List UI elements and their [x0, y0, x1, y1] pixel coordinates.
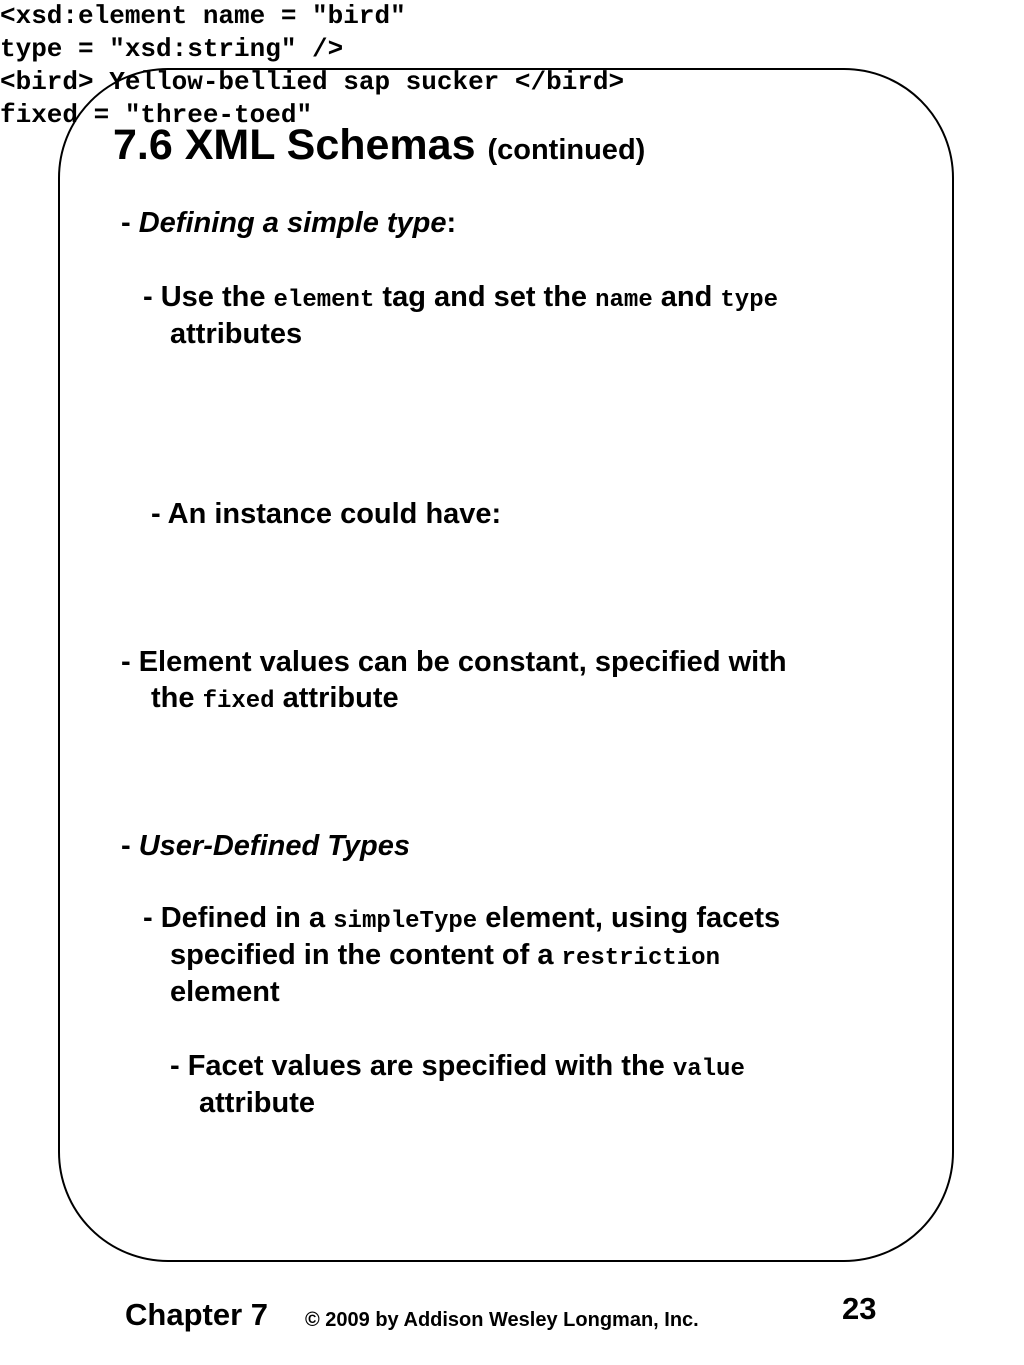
bullet-italic-text: Defining a simple type [138, 207, 447, 239]
footer-copyright: © 2009 by Addison Wesley Longman, Inc. [305, 1309, 699, 1331]
bullet-italic-text: User-Defined Types [138, 830, 410, 862]
text-run: and [652, 281, 721, 313]
code-run: value [672, 1056, 745, 1083]
slide-title-text: 7.6 XML Schemas [113, 121, 476, 169]
code-element-line1: <xsd:element name = "bird" [0, 1, 406, 31]
bullet-defined-in-simpletype-line3: element [170, 976, 280, 1008]
bullet-instance: - An instance could have: [151, 498, 502, 530]
text-run: - Defined in a [143, 902, 334, 934]
text-run: element, using facets [477, 902, 781, 934]
bullet-user-defined-types [121, 828, 410, 865]
footer-chapter: Chapter 7 [125, 1297, 268, 1332]
text-run: attribute [274, 682, 399, 714]
code-run: simpleType [333, 908, 478, 935]
bullet-use-element-tag [143, 279, 778, 319]
page-number: 23 [842, 1291, 877, 1326]
bullet-dash: - [121, 830, 139, 862]
bullet-colon: : [446, 207, 457, 239]
bullet-use-element-tag-line2: attributes [170, 318, 303, 350]
slide-title-suffix: (continued) [487, 134, 646, 166]
code-run: restriction [561, 945, 720, 972]
bullet-defined-in-simpletype-line2 [170, 937, 720, 977]
slide-title [113, 120, 645, 175]
text-run: - Facet values are specified with the [170, 1050, 673, 1082]
bullet-dash: - [121, 207, 139, 239]
bullet-element-values-line2 [151, 680, 399, 720]
text-run: the [151, 682, 203, 714]
code-run: type [720, 287, 779, 314]
bullet-defining-simple-type [121, 205, 456, 242]
code-run: fixed [202, 688, 275, 715]
bullet-element-values: - Element values can be constant, specified with [121, 646, 787, 678]
text-run: tag and set the [374, 281, 596, 313]
code-element-line2: type = "xsd:string" /> [0, 34, 344, 64]
text-run: specified in the content of a [170, 939, 562, 971]
bullet-defined-in-simpletype [143, 900, 780, 940]
bullet-facet-values-line2: attribute [199, 1087, 315, 1119]
text-run: - Use the [143, 281, 274, 313]
code-run: name [595, 287, 653, 314]
code-run: element [273, 287, 375, 314]
code-fixed: fixed = "three-toed" [0, 100, 313, 130]
bullet-facet-values [170, 1048, 745, 1088]
code-instance: <bird> Yellow-bellied sap sucker </bird> [0, 67, 625, 97]
